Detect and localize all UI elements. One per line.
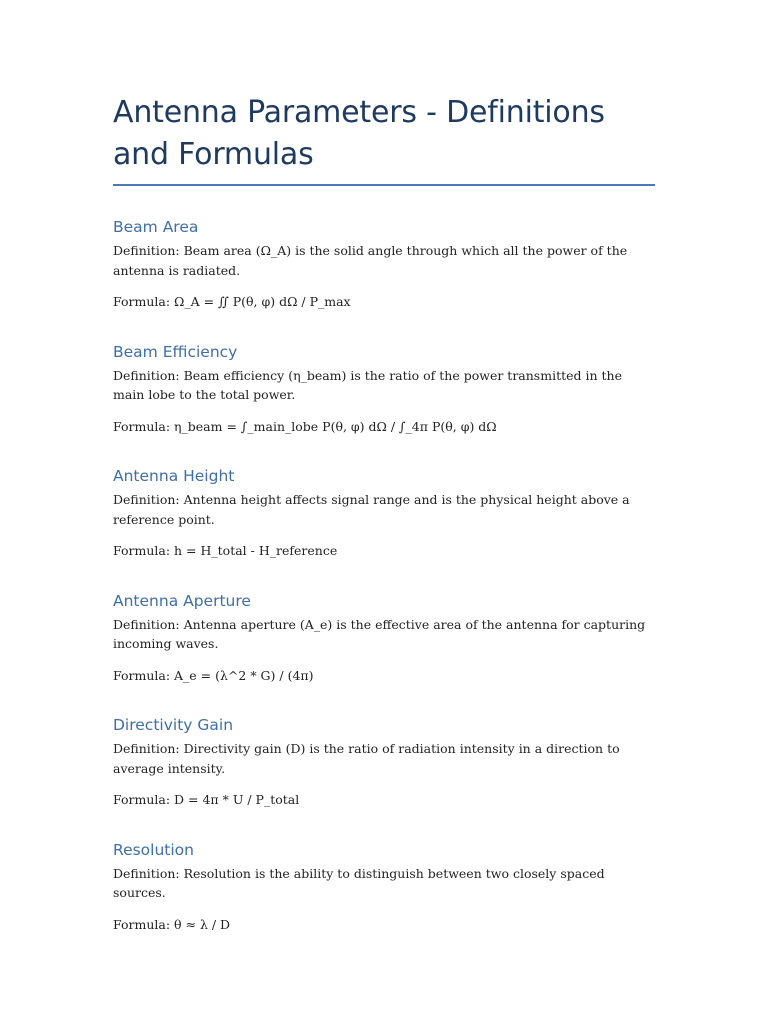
section-heading: Directivity Gain xyxy=(113,716,234,734)
section-formula: Formula: A_e = (λ^2 * G) / (4π) xyxy=(113,667,314,683)
section-definition: Definition: Beam efficiency (η_beam) is the ratio of the power transmitted in the main lobe to the total power. xyxy=(113,367,622,402)
section-heading: Antenna Aperture xyxy=(113,591,251,610)
document-page xyxy=(113,92,655,934)
section-definition: Definition: Antenna aperture (A_e) is the effective area of the antenna for capturing incoming waves. xyxy=(113,616,646,651)
section-antenna-aperture xyxy=(113,591,655,686)
section-definition: Definition: Beam area (Ω_A) is the solid angle through which all the power of the antenna is radiated. xyxy=(113,243,628,278)
section-heading: Antenna Height xyxy=(113,467,235,485)
section-formula: Formula: h = H_total - H_reference xyxy=(113,543,338,558)
section-heading: Beam Area xyxy=(113,218,199,236)
section-heading: Resolution xyxy=(113,840,194,859)
section-formula: Formula: Ω_A = ∬ P(θ, φ) dΩ / P_max xyxy=(113,294,351,309)
section-directivity-gain xyxy=(113,715,655,810)
section-definition: Definition: Antenna height affects signal range and is the physical height above a reference point. xyxy=(113,492,630,527)
section-resolution xyxy=(113,840,655,935)
section-heading: Beam Efficiency xyxy=(113,342,238,361)
section-definition: Definition: Directivity gain (D) is the ratio of radiation intensity in a direction to average intensity. xyxy=(113,741,620,776)
section-definition: Definition: Resolution is the ability to distinguish between two closely spaced sources. xyxy=(113,865,605,900)
page-title: Antenna Parameters - Definitions and Formulas xyxy=(113,95,605,172)
section-antenna-height xyxy=(113,466,655,561)
section-formula: Formula: D = 4π * U / P_total xyxy=(113,792,300,807)
title-divider xyxy=(113,184,655,186)
section-beam-area xyxy=(113,217,655,312)
section-formula: Formula: η_beam = ∫_main_lobe P(θ, φ) dΩ / ∫_4π P(θ, φ) dΩ xyxy=(113,418,497,434)
section-beam-efficiency xyxy=(113,342,655,437)
section-formula: Formula: θ ≈ λ / D xyxy=(113,916,231,932)
